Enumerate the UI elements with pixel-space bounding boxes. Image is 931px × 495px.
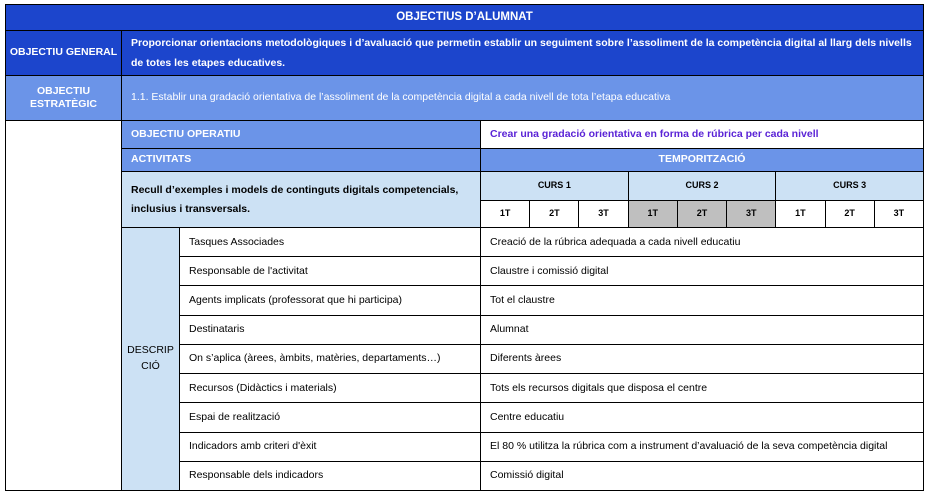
left-empty-cell [6, 121, 121, 490]
curs1-term-1t: 1T [481, 201, 529, 227]
curs2-term-2t: 2T [678, 201, 726, 227]
table-grid [5, 4, 924, 491]
objectius-table [5, 4, 924, 491]
activitats-description: Recull d’exemples i models de continguts digitals competencials, inclusius i transversals. [122, 172, 480, 227]
descripcio-row-value: El 80 % utilitza la rúbrica com a instrument d’avaluació de la seva competència digital [481, 433, 923, 461]
objectiu-general-label: OBJECTIU GENERAL [6, 31, 121, 75]
descripcio-row-value: Alumnat [481, 316, 923, 344]
descripcio-row-label: Responsable de l'activitat [180, 257, 480, 285]
curs3-term-2t: 2T [826, 201, 874, 227]
descripcio-row-value: Centre educatiu [481, 403, 923, 431]
descripcio-label: DESCRIP CIÓ [122, 228, 179, 490]
temporitzacio-label: TEMPORITZACIÓ [481, 149, 923, 171]
descripcio-row-value: Tot el claustre [481, 286, 923, 314]
curs2-term-3t: 3T [727, 201, 775, 227]
curs1-term-2t: 2T [530, 201, 578, 227]
curs2-term-1t: 1T [629, 201, 677, 227]
descripcio-row-value: Creació de la rúbrica adequada a cada nivell educatiu [481, 228, 923, 256]
curs-2-header: CURS 2 [629, 172, 776, 200]
curs-3-header: CURS 3 [776, 172, 923, 200]
curs3-term-1t: 1T [776, 201, 824, 227]
descripcio-row-label: Destinataris [180, 316, 480, 344]
objectiu-estrategic-label: OBJECTIU ESTRATÈGIC [6, 76, 121, 120]
descripcio-row-label: Responsable dels indicadors [180, 462, 480, 490]
descripcio-row-label: Agents implicats (professorat que hi participa) [180, 286, 480, 314]
descripcio-row-label: Tasques Associades [180, 228, 480, 256]
descripcio-row-value: Comissió digital [481, 462, 923, 490]
descripcio-row-label: Recursos (Didàctics i materials) [180, 374, 480, 402]
activitats-label: ACTIVITATS [122, 149, 480, 171]
curs-1-header: CURS 1 [481, 172, 628, 200]
descripcio-row-value: Diferents àrees [481, 345, 923, 373]
objectiu-general-text: Proporcionar orientacions metodològiques i d’avaluació que permetin establir un seguiment sobre l’assoliment de la competència digital al llarg dels nivells de totes les etapes educatives. [122, 31, 923, 75]
descripcio-row-label: On s’aplica (àrees, àmbits, matèries, departaments…) [180, 345, 480, 373]
objectiu-estrategic-text: 1.1. Establir una gradació orientativa de l’assoliment de la competència digital a cada nivell de tota l’etapa educativa [122, 76, 923, 120]
curs3-term-3t: 3T [875, 201, 923, 227]
objectiu-operatiu-value: Crear una gradació orientativa en forma de rúbrica per cada nivell [481, 121, 923, 148]
objectiu-operatiu-label: OBJECTIU OPERATIU [122, 121, 480, 148]
descripcio-row-label: Espai de realització [180, 403, 480, 431]
page-title: OBJECTIUS D’ALUMNAT [6, 5, 923, 30]
descripcio-row-value: Tots els recursos digitals que disposa el centre [481, 374, 923, 402]
curs1-term-3t: 3T [579, 201, 627, 227]
descripcio-row-label: Indicadors amb criteri d'èxit [180, 433, 480, 461]
descripcio-row-value: Claustre i comissió digital [481, 257, 923, 285]
